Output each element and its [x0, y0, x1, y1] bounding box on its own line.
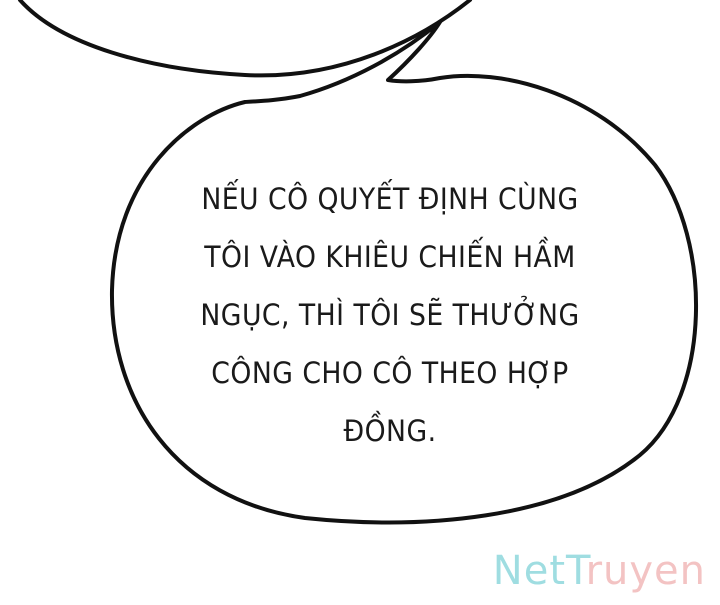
speech-line-2: TÔI VÀO KHIÊU CHIẾN HẦM: [204, 240, 576, 274]
speech-line-1: NẾU CÔ QUYẾT ĐỊNH CÙNG: [201, 182, 579, 216]
watermark-part-2: ruyen: [585, 548, 706, 594]
watermark-part-1: NetT: [492, 548, 586, 594]
speech-line-5: ĐỒNG.: [343, 414, 437, 448]
speech-bubble-text: [178, 170, 601, 460]
site-watermark: [493, 548, 706, 594]
speech-line-4: CÔNG CHO CÔ THEO HỢP: [211, 356, 569, 390]
speech-line-3: NGỤC, THÌ TÔI SẼ THƯỞNG: [200, 298, 580, 332]
